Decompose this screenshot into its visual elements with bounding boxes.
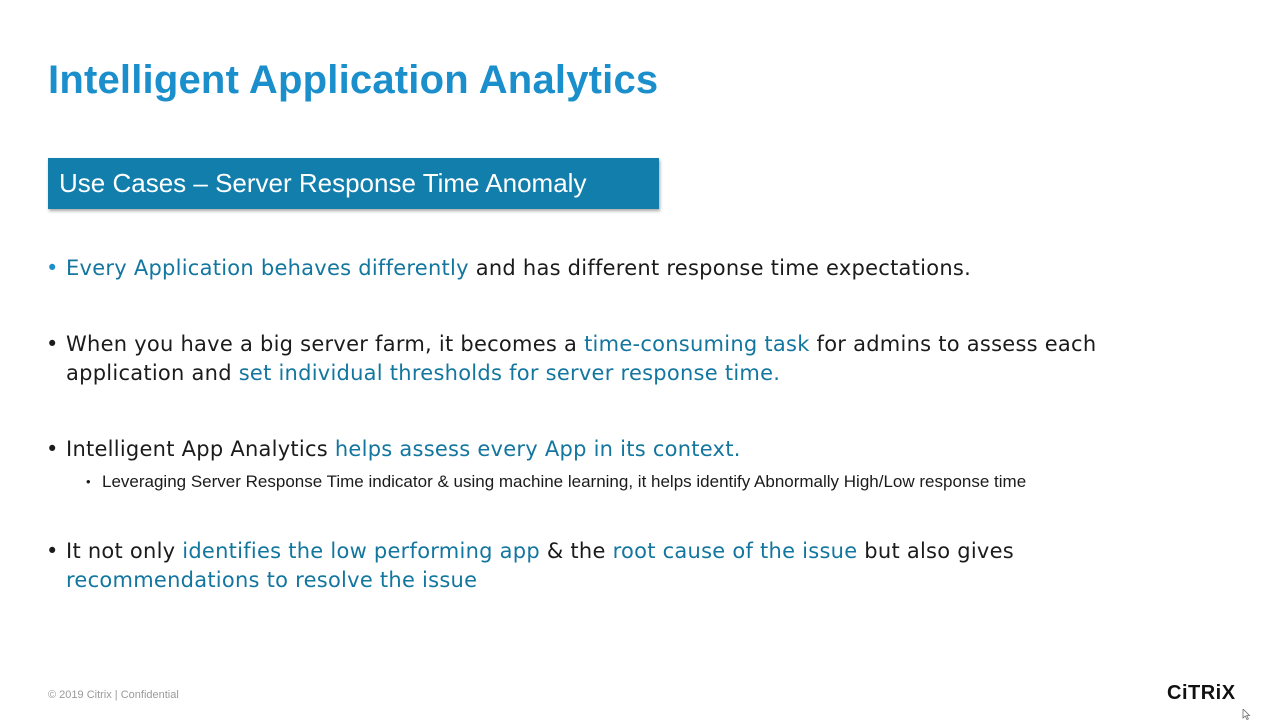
body-text: & the xyxy=(539,539,613,563)
bullet-item xyxy=(46,537,1014,595)
sub-bullet-item xyxy=(86,470,1027,494)
slide-title: Intelligent Application Analytics xyxy=(48,58,659,102)
bullet-item xyxy=(46,254,972,283)
bullet-dot: • xyxy=(46,332,59,356)
bullet-item xyxy=(46,435,741,464)
highlight-text: time-consuming task xyxy=(584,332,810,356)
section-banner xyxy=(48,158,659,209)
highlight-text: set individual thresholds for server response time. xyxy=(238,361,781,385)
highlight-text: identifies the low performing app xyxy=(182,539,540,563)
highlight-text: recommendations to resolve the issue xyxy=(66,568,478,592)
body-text: for admins to assess each xyxy=(809,332,1097,356)
body-text: application and xyxy=(66,361,239,385)
body-text: but also gives xyxy=(857,539,1014,563)
bullet-dot: • xyxy=(46,256,59,280)
body-text: Leveraging Server Response Time indicator & using machine learning, it helps identify Abnormally High/Low response time xyxy=(102,472,1027,491)
section-banner-label: Use Cases – Server Response Time Anomaly xyxy=(59,168,587,198)
body-text: When you have a big server farm, it becomes a xyxy=(66,332,585,356)
body-text: It not only xyxy=(66,539,183,563)
footer-copyright: © 2019 Citrix | Confidential xyxy=(48,689,179,701)
sub-bullet-dot: • xyxy=(86,474,91,489)
body-text: Intelligent App Analytics xyxy=(66,437,335,461)
highlight-text: helps assess every App in its context. xyxy=(334,437,741,461)
mouse-pointer-icon xyxy=(1242,709,1252,720)
highlight-text: root cause of the issue xyxy=(612,539,858,563)
bullet-dot: • xyxy=(46,539,59,563)
bullet-dot: • xyxy=(46,437,59,461)
citrix-logo: CiTRiX xyxy=(1167,682,1236,704)
highlight-text: Every Application behaves differently xyxy=(66,256,469,280)
body-text: and has different response time expectations. xyxy=(468,256,972,280)
bullet-item xyxy=(46,330,1097,388)
